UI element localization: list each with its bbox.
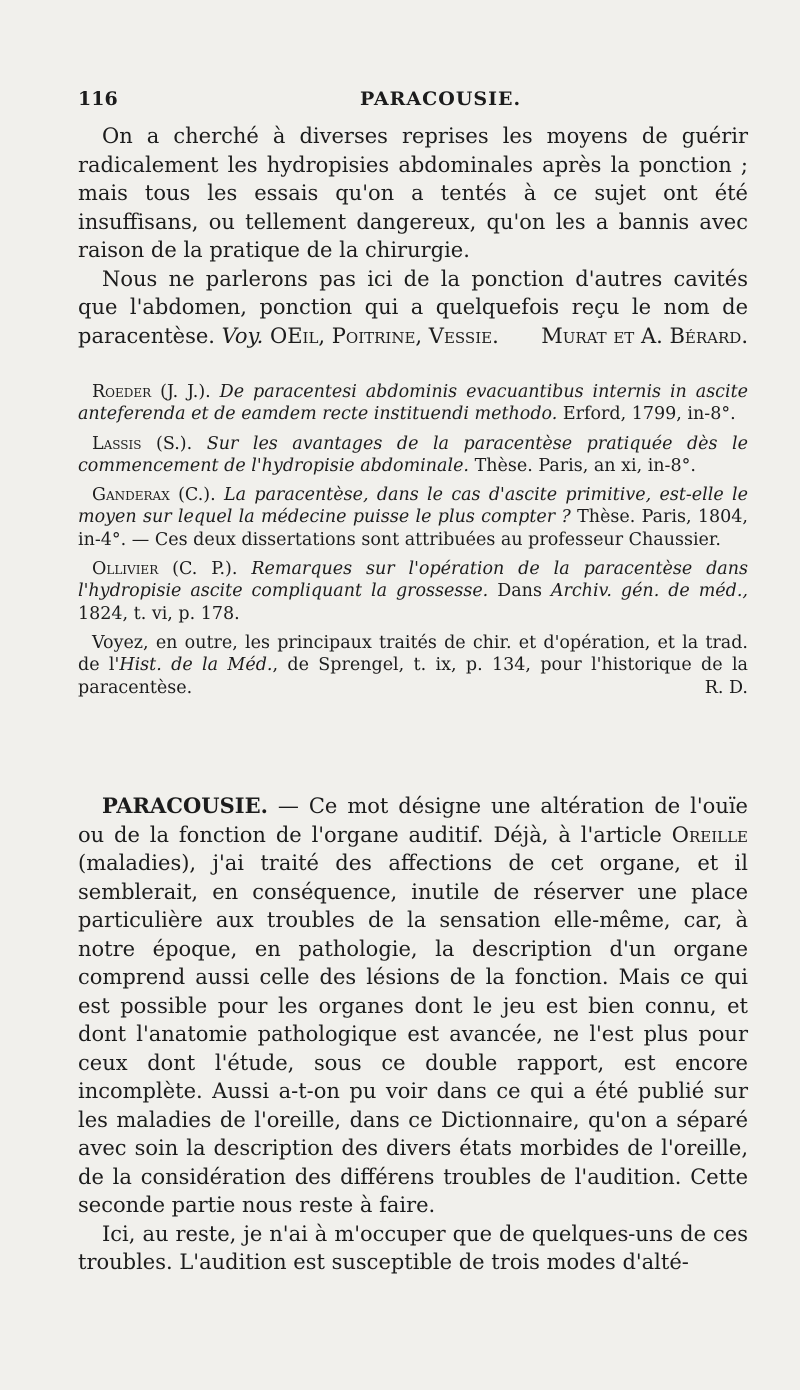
- cross-references: OEil, Poitrine, Vessie.: [270, 323, 499, 348]
- bib-title: Remarques sur l'opération de la paracentèse dans l'hydropisie ascite compliquant la grossesse.: [78, 559, 748, 602]
- bib-journal: Archiv. gén. de méd.,: [550, 581, 748, 602]
- bib-entry-lassis: [78, 433, 748, 478]
- bib-dans: Dans: [497, 581, 542, 602]
- bib-tail: 1824, t. vi, p. 178.: [78, 603, 240, 624]
- bib-initials: (C.).: [178, 485, 216, 506]
- running-title: PARACOUSIE.: [360, 88, 522, 110]
- page-number: 116: [78, 88, 118, 110]
- bib-entry-roeder: [78, 381, 748, 426]
- bib-author: Roeder: [92, 382, 152, 402]
- bib-author: Ollivier: [92, 559, 159, 580]
- article-heading: PARACOUSIE.: [102, 793, 268, 818]
- paragraph-troubles: Ici, au reste, je n'ai à m'occuper que de quelques-uns de ces troubles. L'audition est susceptible de trois modes d'alté-: [78, 1221, 748, 1274]
- definition-text-a: — Ce mot désigne une altération de l'ouïe ou de la fonction de l'organe auditif. Déjà, à l'article: [78, 794, 748, 847]
- cross-reference-oreille: Oreille: [671, 822, 748, 847]
- bib-author: Ganderax: [92, 485, 170, 506]
- see-also-text-a: Voyez, en outre, les principaux traités de chir. et d'opération, et la trad. de l': [78, 632, 748, 676]
- see-also-text-b: , de Sprengel, t. ix, p. 134, pour l'historique de la paracentèse.: [78, 655, 748, 698]
- section-paracousie: [78, 792, 748, 1277]
- bib-tail: Thèse. Paris, an xi, in-8°.: [474, 455, 696, 476]
- paragraph-other-cavities: [78, 265, 748, 351]
- see-also-work: Hist. de la Méd.: [119, 655, 273, 676]
- bib-entry-see-also: [78, 632, 748, 699]
- bib-entry-ollivier: [78, 558, 748, 625]
- bib-tail: Erford, 1799, in-8°.: [562, 404, 736, 425]
- bib-author: Lassis: [92, 433, 142, 454]
- bib-signature: R. D.: [704, 677, 748, 698]
- bib-title: De paracentesi abdominis evacuantibus internis in ascite anteferenda et de eamdem recte instituendi methodo.: [78, 382, 748, 425]
- definition-text-b: (maladies), j'ai traité des affections de cet organe, et il semblerait, en conséquence, inutile de réserver une place particulière aux troubles de la sensation elle-même, car, à notre époque, en pathologie, la description d'un organe comprend aussi celle des lésions de la fonction. Mais ce qui est possible pour les organes dont le jeu est bien connu, et dont l'anatomie pathologique est avancée, ne l'est plus pour ceux dont l'étude, sous ce double rapport, est encore incomplète. Aussi a-t-on pu voir dans ce qui a été publié sur les maladies de l'oreille, dans ce Dictionnaire, qu'on a séparé avec soin la description des divers états morbides de l'oreille, de la considération des différens troubles de l'audition. Cette seconde partie nous reste à faire.: [78, 851, 748, 1217]
- section-paracentese-end: [78, 122, 748, 350]
- paragraph-definition: [78, 792, 748, 1220]
- bib-tail: Thèse. Paris, 1804, in-4°. — Ces deux dissertations sont attribuées au professeur Chaussier.: [78, 507, 748, 550]
- bib-entry-ganderax: [78, 484, 748, 551]
- bib-title: Sur les avantages de la paracentèse pratiquée dès le commencement de l'hydropisie abdominale.: [78, 433, 748, 476]
- bib-initials: (J. J.).: [160, 382, 211, 402]
- bibliography: [78, 381, 748, 706]
- article-authors: Murat et A. Bérard.: [541, 323, 748, 348]
- voy-label: Voy.: [221, 323, 264, 348]
- bib-title: La paracentèse, dans le cas d'ascite primitive, est-elle le moyen sur lequel la médecine puisse le plus compter ?: [78, 485, 748, 528]
- para2-text: Nous ne parlerons pas ici de la ponction d'autres cavités que l'abdomen, ponction qui a quelquefois reçu le nom de paracentèse.: [78, 266, 748, 348]
- bib-initials: (C. P.).: [172, 559, 238, 580]
- paragraph-radical-cure: On a cherché à diverses reprises les moyens de guérir radicalement les hydropisies abdominales après la ponction ; mais tous les essais qu'on a tentés à ce sujet ont été insuffisans, ou tellement dangereux, qu'on les a bannis avec raison de la pratique de la chirurgie.: [78, 124, 748, 262]
- bib-initials: (S.).: [156, 433, 193, 454]
